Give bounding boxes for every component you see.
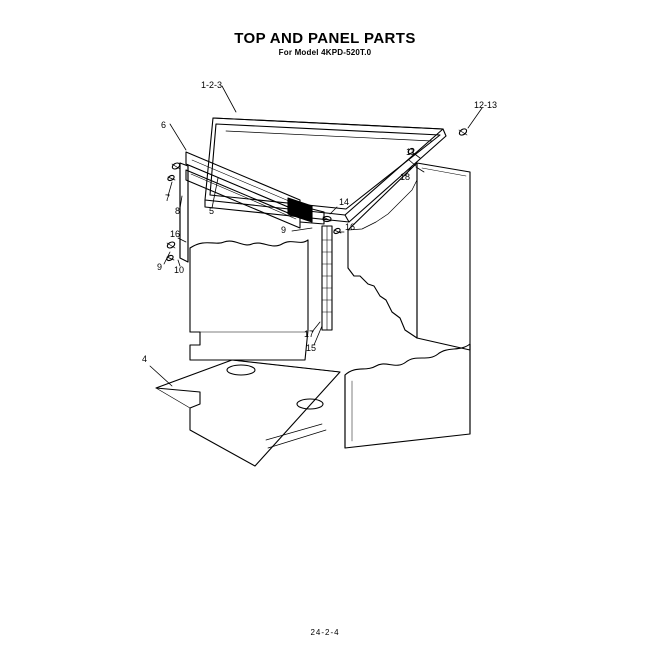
callout-label: 1-2-3: [201, 80, 223, 90]
callout-label: 12-13: [474, 100, 498, 110]
callout-label: 14: [339, 197, 350, 207]
callout-label: 6: [161, 120, 167, 130]
callout-label: 11: [406, 147, 416, 157]
callout-label: 15: [306, 343, 317, 353]
callout-label: 18: [400, 172, 411, 182]
callout-label: 17: [304, 329, 315, 339]
page-subtitle: For Model 4KPD-520T.0: [278, 48, 372, 57]
callout-label: 5: [209, 206, 215, 216]
callout-label: 16: [170, 229, 181, 239]
page-title: TOP AND PANEL PARTS: [234, 30, 416, 47]
page-footer-code: 24-2-4: [310, 628, 340, 637]
callout-label: 9: [157, 262, 163, 272]
callout-label: 16: [345, 222, 356, 232]
callout-label: 4: [142, 354, 148, 364]
callout-label: 7: [165, 193, 171, 203]
callout-label: 8: [175, 206, 181, 216]
callout-label: 9: [281, 225, 287, 235]
callout-label: 10: [174, 265, 185, 275]
